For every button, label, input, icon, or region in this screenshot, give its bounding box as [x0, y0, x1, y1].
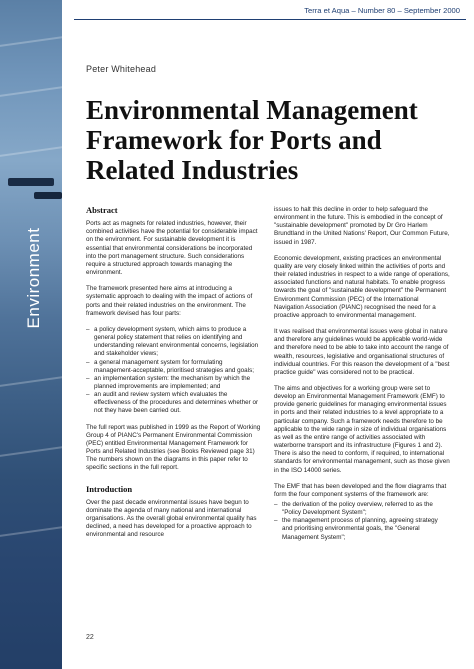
body-paragraph: Economic development, existing practices an environmental quality are very closely linked within the activities of ports and their related industries in respect to a wide range of operations, associated functions and natural habitats. To enable progress towards the goal of "sustainable development" the Permanent Environment Commission (PEC) of the International Navigation Association (PIANC) recognised the need for a proactive approach to environmental management. — [274, 254, 450, 319]
framework-list — [86, 326, 262, 416]
wave-decoration — [0, 444, 62, 459]
body-paragraph: The aims and objectives for a working group were set to develop an Environmental Management Framework (EMF) to provide generic guidelines for managing environmental issues in ports and their related industries to a level appropriate to a particular company. Such a framework needs therefore to be applicable to the wide range in size of individual organisations as well as the entire range of activities associated with waterborne transport and its infrastructure (Figures 1 and 2). There is also the need to conform, if required, to international standards for environmental management, such as those given in the ISO 14000 series. — [274, 384, 450, 474]
body-paragraph: issues to halt this decline in order to help safeguard the environment in the future. This is embodied in the concept of "sustainable development" promoted by Dr Gro Harlem Brundtland in the United Nations' Report, Our Common Future, issued in 1987. — [274, 206, 450, 246]
list-item: – the derivation of the policy overview, referred to as the "Policy Development System"; — [274, 501, 450, 517]
sidebar-photo — [0, 0, 62, 669]
abstract-paragraph: The full report was published in 1999 as the Report of Working Group 4 of PIANC's Permanent Environmental Commission (PEC) entitled Environmental Management Framework for Ports and Related Industries (see Books Reviewed page 31) The numbers shown on the diagrams in this paper refer to specific sections in the full report. — [86, 423, 261, 472]
introduction-paragraph: Over the past decade environmental issues have begun to dominate the agenda of many national and international organisations. As the overall global environmental quality has declined, a need has developed for a proactive approach to environmental and resource — [86, 498, 257, 539]
wave-decoration — [0, 524, 62, 539]
wave-decoration — [0, 34, 62, 49]
component-list — [274, 501, 450, 542]
author-name: Peter Whitehead — [86, 64, 157, 74]
list-item: – the management process of planning, agreeing strategy and prioritising environmental goals, the "General Management System"; — [274, 517, 450, 541]
article-title: Environmental Management Framework for Ports and Related Industries — [86, 95, 418, 185]
running-header: Terra et Aqua – Number 80 – September 2000 — [304, 6, 460, 15]
abstract-paragraph: The framework presented here aims at introducing a systematic approach to dealing with the impact of actions of ports and their related industries on the environment. The framework devised has four parts: — [86, 285, 253, 317]
wave-decoration — [0, 374, 62, 389]
wave-decoration — [0, 84, 62, 99]
header-rule — [74, 19, 466, 20]
body-paragraph: It was realised that environmental issues were global in nature and therefore any guidelines would be applicable world-wide and therefore need to be able to take into account the range of wealth, resources, legislative and organisational structures of individual countries. For this reason the development of a "best practice guide" was considered not to be practical. — [274, 328, 450, 376]
abstract-heading: Abstract — [86, 205, 118, 215]
list-item: – a general management system for formulating management-acceptable, prioritised strategies and goals; — [86, 359, 262, 375]
ship-silhouette — [34, 192, 62, 199]
body-paragraph: The EMF that has been developed and the flow diagrams that form the four component systems of the framework are: — [274, 482, 447, 498]
right-column — [274, 206, 450, 550]
page-number: 22 — [86, 634, 94, 641]
list-item: – a policy development system, which aims to produce a general policy statement that relies on identifying and understanding relevant environmental concerns, legislation and stakeholder views; — [86, 326, 262, 359]
section-label — [14, 208, 54, 348]
abstract-paragraph: Ports act as magnets for related industries, however, their combined activities have the potential for considerable impact on the environment. For sustainable development it is essential that environmental considerations be incorporated into the port management structure. Such considerations require a structured approach towards managing the environment. — [86, 220, 258, 277]
section-label-text: Environment — [24, 227, 43, 329]
list-item: – an implementation system: the mechanism by which the planned improvements are implemented; and — [86, 375, 262, 391]
ship-silhouette — [8, 178, 54, 186]
list-item: – an audit and review system which evaluates the effectiveness of the procedures and determines whether or not they have been carried out. — [86, 391, 262, 415]
left-column — [86, 206, 262, 547]
introduction-heading: Introduction — [86, 483, 133, 494]
wave-decoration — [0, 144, 62, 159]
